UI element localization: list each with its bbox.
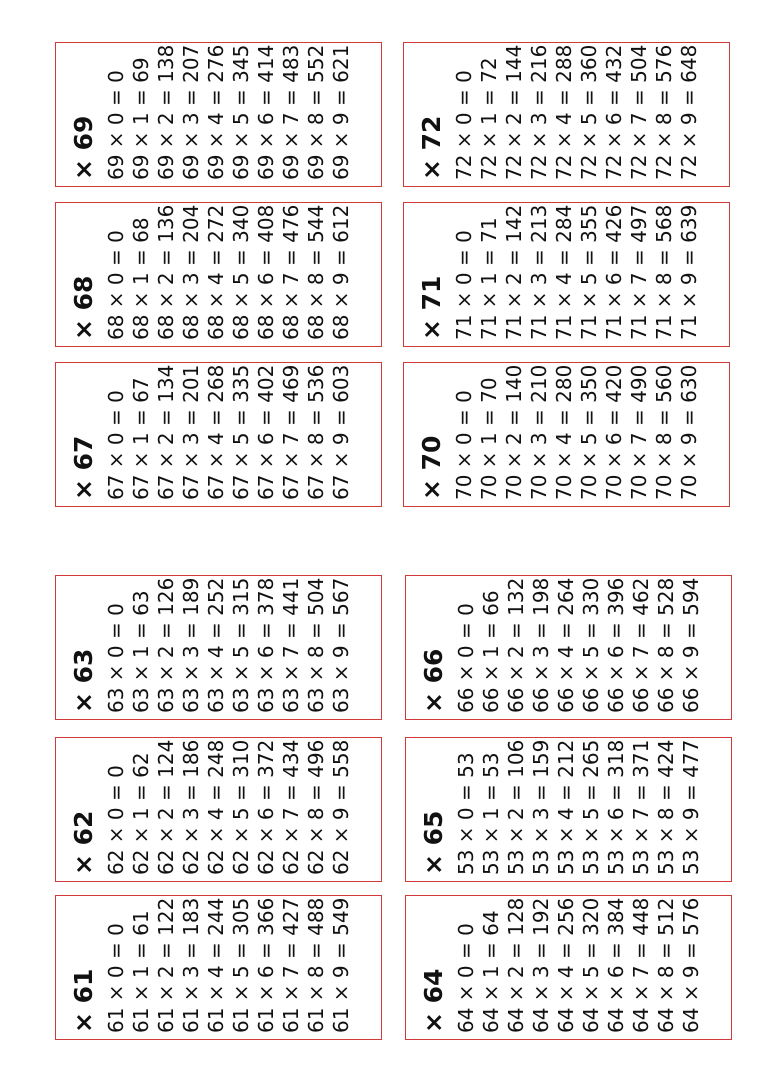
times-table-card-62: [55, 737, 382, 882]
table-row: 67 × 4 = 268: [204, 364, 228, 500]
table-row: 69 × 6 = 414: [254, 44, 278, 180]
table-row: 70 × 8 = 560: [652, 364, 676, 500]
table-row: 53 × 7 = 371: [629, 739, 653, 875]
table-row: 71 × 7 = 497: [627, 204, 651, 340]
card-caption: × 62: [69, 810, 98, 875]
table-row: 64 × 6 = 384: [604, 897, 628, 1033]
times-table-card-66: [405, 575, 732, 720]
table-row: 70 × 1 = 70: [477, 377, 501, 500]
table-row: 72 × 2 = 144: [502, 44, 526, 180]
card-caption: × 64: [419, 968, 448, 1033]
times-table-card-63: [55, 575, 382, 720]
table-row: 70 × 2 = 140: [502, 364, 526, 500]
table-row: 67 × 5 = 335: [229, 364, 253, 500]
table-row: 72 × 1 = 72: [477, 57, 501, 180]
table-row: 68 × 8 = 544: [304, 204, 328, 340]
table-row: 68 × 5 = 340: [229, 204, 253, 340]
table-row: 72 × 0 = 0: [452, 70, 476, 180]
table-row: 67 × 2 = 134: [154, 364, 178, 500]
times-table-card-72: [403, 42, 730, 187]
table-row: 70 × 0 = 0: [452, 390, 476, 500]
table-row: 72 × 8 = 576: [652, 44, 676, 180]
table-row: 61 × 5 = 305: [229, 897, 253, 1033]
table-row: 67 × 6 = 402: [254, 364, 278, 500]
table-row: 72 × 9 = 648: [677, 44, 701, 180]
table-row: 66 × 2 = 132: [504, 577, 528, 713]
table-row: 63 × 1 = 63: [129, 590, 153, 713]
table-row: 53 × 6 = 318: [604, 739, 628, 875]
table-row: 69 × 0 = 0: [104, 70, 128, 180]
table-row: 53 × 5 = 265: [579, 739, 603, 875]
card-caption: × 61: [69, 968, 98, 1033]
times-table-card-61: [55, 895, 382, 1040]
table-row: 61 × 1 = 61: [129, 910, 153, 1033]
times-table-card-64: [405, 895, 732, 1040]
table-row: 64 × 1 = 64: [479, 910, 503, 1033]
table-row: 71 × 1 = 71: [477, 217, 501, 340]
table-row: 68 × 2 = 136: [154, 204, 178, 340]
table-row: 63 × 3 = 189: [179, 577, 203, 713]
table-row: 64 × 3 = 192: [529, 897, 553, 1033]
table-row: 68 × 3 = 204: [179, 204, 203, 340]
card-caption: × 68: [69, 275, 98, 340]
table-row: 63 × 4 = 252: [204, 577, 228, 713]
table-row: 69 × 5 = 345: [229, 44, 253, 180]
table-row: 68 × 1 = 68: [129, 217, 153, 340]
table-row: 53 × 8 = 424: [654, 739, 678, 875]
card-caption: × 69: [69, 115, 98, 180]
table-row: 72 × 4 = 288: [552, 44, 576, 180]
table-row: 62 × 7 = 434: [279, 739, 303, 875]
table-row: 71 × 9 = 639: [677, 204, 701, 340]
table-row: 71 × 4 = 284: [552, 204, 576, 340]
table-row: 70 × 5 = 350: [577, 364, 601, 500]
table-row: 62 × 0 = 0: [104, 765, 128, 875]
table-row: 66 × 3 = 198: [529, 577, 553, 713]
table-row: 68 × 7 = 476: [279, 204, 303, 340]
table-row: 61 × 0 = 0: [104, 923, 128, 1033]
table-row: 63 × 9 = 567: [329, 577, 353, 713]
table-row: 61 × 8 = 488: [304, 897, 328, 1033]
table-row: 64 × 5 = 320: [579, 897, 603, 1033]
table-row: 67 × 7 = 469: [279, 364, 303, 500]
table-row: 71 × 5 = 355: [577, 204, 601, 340]
table-row: 69 × 7 = 483: [279, 44, 303, 180]
table-row: 61 × 9 = 549: [329, 897, 353, 1033]
table-row: 61 × 6 = 366: [254, 897, 278, 1033]
card-caption: × 72: [417, 115, 446, 180]
table-row: 64 × 4 = 256: [554, 897, 578, 1033]
table-row: 69 × 3 = 207: [179, 44, 203, 180]
times-table-card-68: [55, 202, 382, 347]
table-row: 69 × 1 = 69: [129, 57, 153, 180]
card-caption: × 65: [419, 810, 448, 875]
table-row: 69 × 4 = 276: [204, 44, 228, 180]
card-caption: × 70: [417, 435, 446, 500]
table-row: 70 × 7 = 490: [627, 364, 651, 500]
table-row: 64 × 0 = 0: [454, 923, 478, 1033]
table-row: 66 × 0 = 0: [454, 603, 478, 713]
table-row: 72 × 7 = 504: [627, 44, 651, 180]
times-table-card-65: [405, 737, 732, 882]
table-row: 68 × 6 = 408: [254, 204, 278, 340]
table-row: 66 × 8 = 528: [654, 577, 678, 713]
table-row: 68 × 4 = 272: [204, 204, 228, 340]
table-row: 66 × 5 = 330: [579, 577, 603, 713]
table-row: 66 × 4 = 264: [554, 577, 578, 713]
table-row: 62 × 6 = 372: [254, 739, 278, 875]
table-row: 53 × 1 = 53: [479, 752, 503, 875]
table-row: 64 × 9 = 576: [679, 897, 703, 1033]
table-row: 62 × 1 = 62: [129, 752, 153, 875]
table-row: 53 × 9 = 477: [679, 739, 703, 875]
table-row: 67 × 1 = 67: [129, 377, 153, 500]
table-row: 62 × 3 = 186: [179, 739, 203, 875]
table-row: 64 × 7 = 448: [629, 897, 653, 1033]
table-row: 71 × 6 = 426: [602, 204, 626, 340]
table-row: 61 × 7 = 427: [279, 897, 303, 1033]
table-row: 62 × 9 = 558: [329, 739, 353, 875]
table-row: 72 × 3 = 216: [527, 44, 551, 180]
table-row: 70 × 9 = 630: [677, 364, 701, 500]
table-row: 63 × 6 = 378: [254, 577, 278, 713]
table-row: 70 × 4 = 280: [552, 364, 576, 500]
times-table-card-71: [403, 202, 730, 347]
table-row: 53 × 3 = 159: [529, 739, 553, 875]
table-row: 72 × 5 = 360: [577, 44, 601, 180]
table-row: 53 × 2 = 106: [504, 739, 528, 875]
table-row: 63 × 8 = 504: [304, 577, 328, 713]
table-row: 67 × 3 = 201: [179, 364, 203, 500]
times-table-card-69: [55, 42, 382, 187]
table-row: 61 × 3 = 183: [179, 897, 203, 1033]
table-row: 68 × 9 = 612: [329, 204, 353, 340]
table-row: 66 × 6 = 396: [604, 577, 628, 713]
table-row: 66 × 9 = 594: [679, 577, 703, 713]
table-row: 67 × 8 = 536: [304, 364, 328, 500]
table-row: 71 × 0 = 0: [452, 230, 476, 340]
times-table-card-67: [55, 362, 382, 507]
table-row: 62 × 2 = 124: [154, 739, 178, 875]
table-row: 53 × 0 = 53: [454, 752, 478, 875]
table-row: 68 × 0 = 0: [104, 230, 128, 340]
table-row: 63 × 0 = 0: [104, 603, 128, 713]
table-row: 71 × 3 = 213: [527, 204, 551, 340]
table-row: 69 × 8 = 552: [304, 44, 328, 180]
table-row: 62 × 8 = 496: [304, 739, 328, 875]
table-row: 70 × 6 = 420: [602, 364, 626, 500]
table-row: 66 × 7 = 462: [629, 577, 653, 713]
table-row: 69 × 9 = 621: [329, 44, 353, 180]
table-row: 62 × 5 = 310: [229, 739, 253, 875]
card-caption: × 67: [69, 435, 98, 500]
table-row: 66 × 1 = 66: [479, 590, 503, 713]
card-caption: × 66: [419, 648, 448, 713]
table-row: 63 × 7 = 441: [279, 577, 303, 713]
table-row: 67 × 9 = 603: [329, 364, 353, 500]
table-row: 71 × 2 = 142: [502, 204, 526, 340]
table-row: 70 × 3 = 210: [527, 364, 551, 500]
table-row: 61 × 2 = 122: [154, 897, 178, 1033]
table-row: 64 × 2 = 128: [504, 897, 528, 1033]
table-row: 61 × 4 = 244: [204, 897, 228, 1033]
card-caption: × 63: [69, 648, 98, 713]
table-row: 72 × 6 = 432: [602, 44, 626, 180]
table-row: 71 × 8 = 568: [652, 204, 676, 340]
table-row: 53 × 4 = 212: [554, 739, 578, 875]
table-row: 64 × 8 = 512: [654, 897, 678, 1033]
times-table-card-70: [403, 362, 730, 507]
card-caption: × 71: [417, 275, 446, 340]
table-row: 62 × 4 = 248: [204, 739, 228, 875]
table-row: 63 × 5 = 315: [229, 577, 253, 713]
table-row: 69 × 2 = 138: [154, 44, 178, 180]
table-row: 63 × 2 = 126: [154, 577, 178, 713]
table-row: 67 × 0 = 0: [104, 390, 128, 500]
